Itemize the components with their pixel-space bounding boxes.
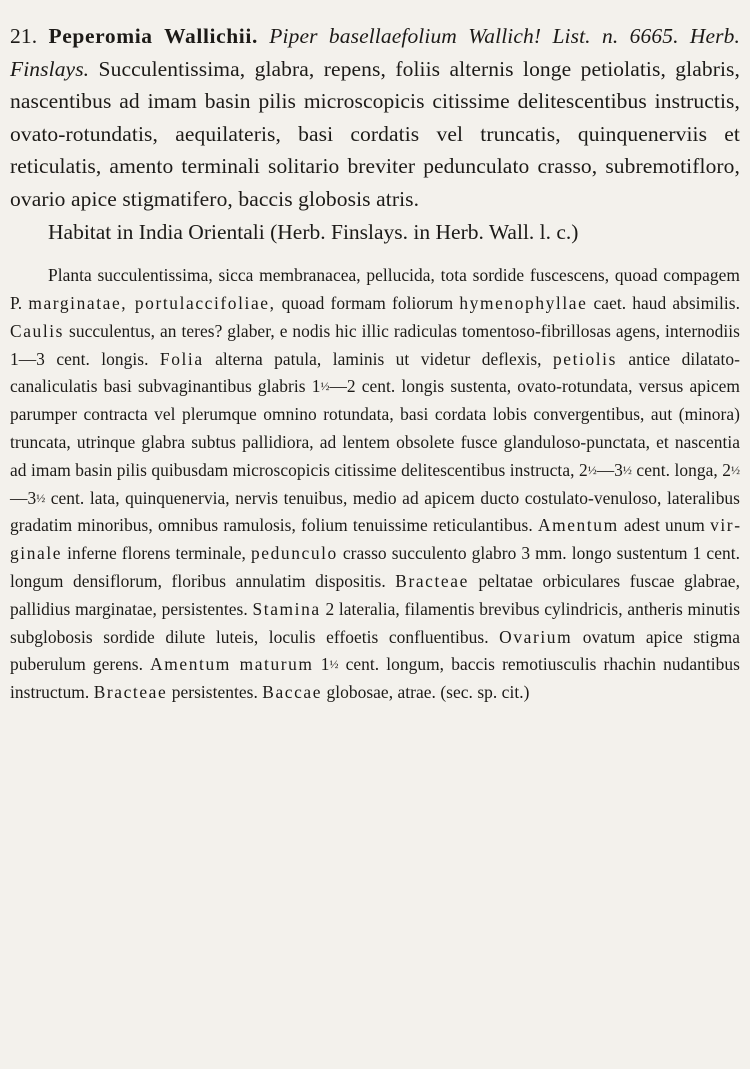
desc-text: globosae, atrae. (sec. sp. cit.) <box>326 682 530 703</box>
desc-term: virginale <box>10 515 740 564</box>
desc-number: 2 <box>722 459 732 480</box>
desc-text: —2 cent. longis sustenta, ovato-rotundata, versus apicem parumper contracta vel plerumque omnino rotundata, basi cordata lobis convergentibus, aut (minora) truncata, utrinque glabra subtus pallidiora, ad lentem obsolete fusce glanduloso-punctata, et nascentia ad imam basin pilis quibusdam microscopicis citissime delitescentibus instructa, <box>10 376 740 480</box>
text-page <box>10 0 740 1069</box>
desc-term: Bracteae <box>93 682 168 703</box>
desc-fraction: ½ <box>320 379 330 394</box>
desc-fraction: ½ <box>622 462 632 477</box>
desc-text: caet. haud absimilis. <box>593 292 741 313</box>
desc-term: Ovarium <box>499 626 573 647</box>
desc-number: 1 <box>311 376 321 397</box>
desc-term: Amentum <box>537 515 619 536</box>
desc-fraction: ½ <box>36 490 46 505</box>
desc-text: ovatum apice stigma puberulum gerens. <box>10 626 740 675</box>
desc-fraction: ½ <box>329 657 339 672</box>
desc-number: 1 <box>320 654 330 675</box>
desc-fraction: ½ <box>731 462 741 477</box>
species-diagnosis: Succulentissima, glabra, repens, foliis alternis longe petiolatis, glabris, nascentibus ad imam basin pilis microscopicis citissime delitescentibus instructis, ovato-rotundatis, aequilateris, basi cordatis vel truncatis, quinquenerviis et reticulatis, amento terminali solitario breviter pedunculato crasso, subremotifloro, ovario apice stigmatifero, baccis globosis atris. <box>10 56 741 211</box>
desc-term: Caulis <box>10 320 65 341</box>
desc-term: hymenophyllae <box>459 292 588 313</box>
species-name: Peperomia Wallichii. <box>48 24 258 48</box>
desc-term: Baccae <box>262 682 323 703</box>
desc-text: antice dilatato-canaliculatis basi subvaginantibus glabris <box>10 348 740 397</box>
desc-term: Amentum maturum <box>150 654 314 675</box>
desc-text: cent. lata, quinquenervia, nervis tenuibus, medio ad apicem ducto costulato-venuloso, lateralibus gradatim minoribus, omnibus ramulosis, folium tenuissime reticulantibus. <box>10 487 741 536</box>
desc-number: —3 <box>596 459 623 480</box>
entry-number: 21. <box>10 24 38 48</box>
desc-text: peltatae orbiculares fuscae glabrae, pallidius marginatae, persistentes. <box>10 570 740 619</box>
desc-text: crasso succulento glabro 3 mm. longo sustentum 1 cent. longum densiflorum, floribus annulatim dispositis. <box>10 543 740 591</box>
desc-term: Stamina <box>252 598 321 619</box>
desc-term: marginatae, portulaccifoliae, <box>28 292 276 313</box>
desc-number: 2 <box>578 459 588 480</box>
desc-number: —3 <box>10 487 37 508</box>
species-description <box>10 248 740 707</box>
desc-term: petiolis <box>552 348 617 369</box>
desc-text: inferne florens terminale, <box>67 543 246 564</box>
synonym-citation: Piper basellaefolium Wallich! List. n. 6665. Herb. Finslays. <box>10 24 740 81</box>
desc-text: persistentes. <box>171 682 258 703</box>
desc-text: adest unum <box>623 515 705 536</box>
desc-fraction: ½ <box>587 462 597 477</box>
desc-term: pedunculo <box>251 543 338 564</box>
desc-text: 2 lateralia, filamentis brevibus cylindricis, antheris minutis subglobosis sordide dilute luteis, loculis effoetis confluentibus. <box>10 598 741 647</box>
desc-term: Bracteae <box>395 570 469 591</box>
habitat-line: Habitat in India Orientali (Herb. Finslays. in Herb. Wall. l. c.) <box>48 219 579 244</box>
desc-text: quoad formam foliorum <box>281 292 454 313</box>
desc-text: alterna patula, laminis ut videtur deflexis, <box>215 348 542 369</box>
desc-text: Planta succulentissima, sicca membranacea, pellucida, tota sordide fuscescens, quoad compagem P. <box>10 265 740 313</box>
desc-text: cent. longum, baccis remotiusculis rhachin nudantibus instructum. <box>10 654 740 703</box>
desc-term: Folia <box>159 348 204 369</box>
species-entry <box>10 0 740 216</box>
desc-text: succulentus, an teres? glaber, e nodis hic illic radiculas tomentoso-fibrillosas agens, internodiis 1—3 cent. longis. <box>10 320 740 369</box>
desc-text: cent. longa, <box>636 459 718 480</box>
